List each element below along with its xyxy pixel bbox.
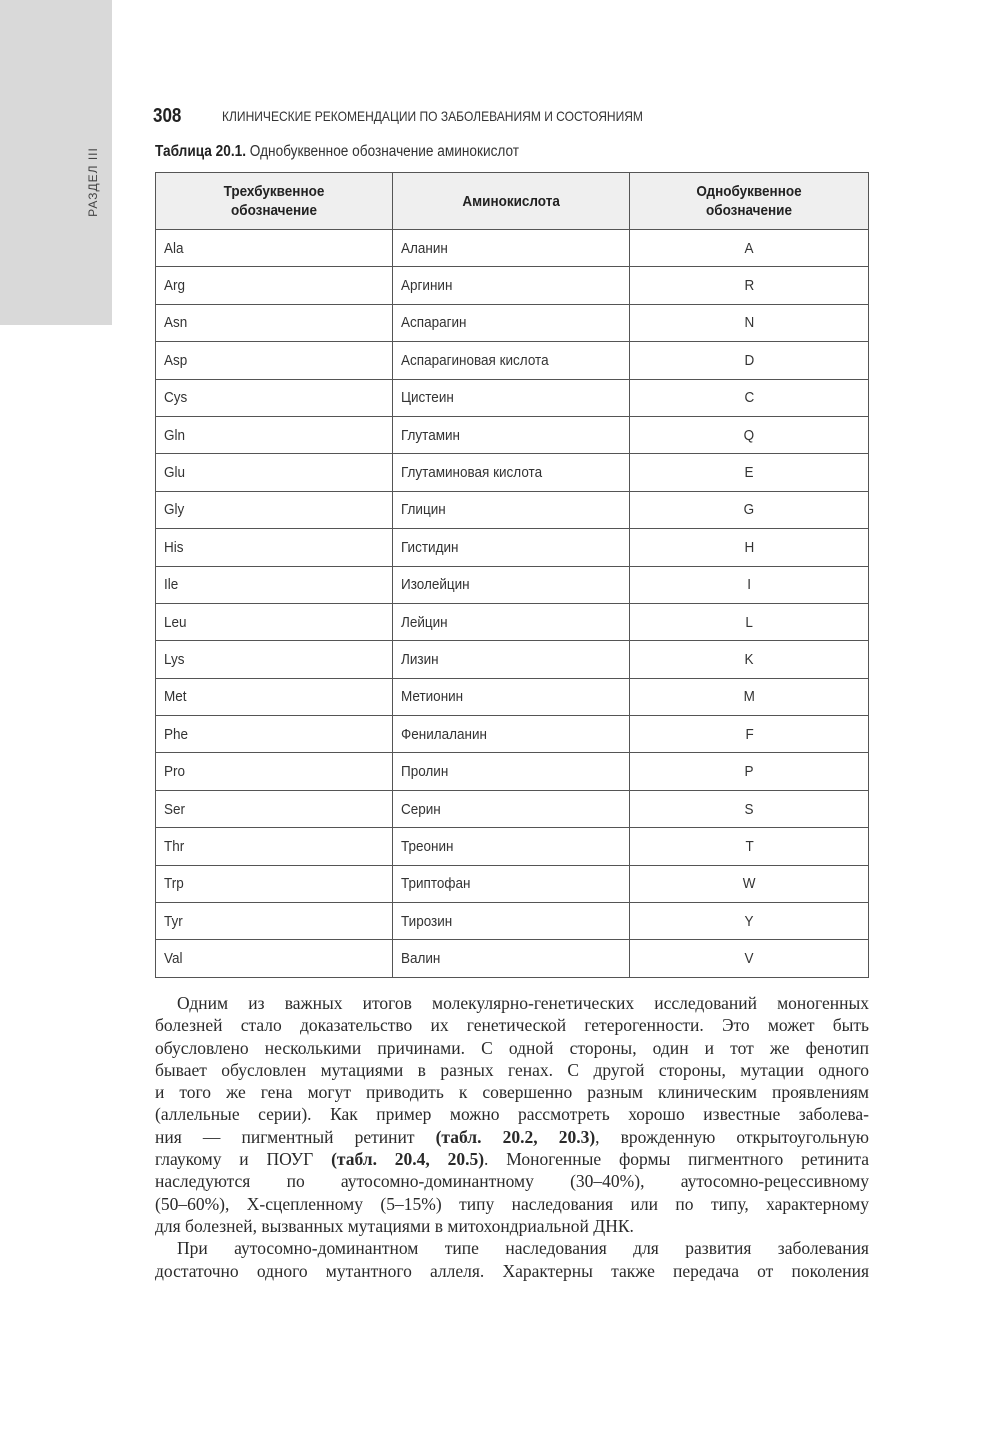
table-row bbox=[156, 379, 869, 416]
body-text bbox=[155, 992, 869, 1282]
text-segment: обусловлено несколькими причинами. С одной стороны, один и тот же фенотип bbox=[155, 1037, 869, 1058]
amino-acid-name: Аспарагин bbox=[400, 314, 467, 332]
text-segment: и того же гена могут приводить к совершенно разным клиническим проявлениям bbox=[155, 1082, 869, 1103]
amino-acid-name: Глицин bbox=[400, 501, 446, 519]
one-letter-code: E bbox=[744, 464, 754, 482]
table-row bbox=[156, 454, 869, 491]
one-letter-code-cell bbox=[630, 828, 869, 865]
header-one-letter bbox=[630, 173, 869, 230]
amino-acid-name: Аспарагиновая кислота bbox=[400, 351, 549, 369]
three-letter-code-cell bbox=[156, 267, 393, 304]
text-line bbox=[155, 1103, 869, 1125]
three-letter-code: Pro bbox=[164, 763, 186, 781]
three-letter-code-cell bbox=[156, 940, 393, 977]
amino-acid-name-cell bbox=[392, 641, 630, 678]
table-row bbox=[156, 230, 869, 267]
amino-acid-name: Треонин bbox=[400, 837, 454, 855]
text-line bbox=[155, 1170, 869, 1192]
three-letter-code: Glu bbox=[164, 464, 186, 482]
amino-acid-name-cell bbox=[392, 828, 630, 865]
table-row bbox=[156, 903, 869, 940]
three-letter-code: Leu bbox=[164, 613, 187, 631]
one-letter-code: A bbox=[744, 239, 754, 257]
three-letter-code-cell bbox=[156, 753, 393, 790]
table-row bbox=[156, 716, 869, 753]
three-letter-code: Ser bbox=[164, 800, 186, 818]
one-letter-code-cell bbox=[630, 529, 869, 566]
amino-acid-name-cell bbox=[392, 379, 630, 416]
one-letter-code-cell bbox=[630, 491, 869, 528]
one-letter-code: Y bbox=[744, 912, 754, 930]
table-caption bbox=[155, 143, 519, 161]
three-letter-code-cell bbox=[156, 491, 393, 528]
one-letter-code: G bbox=[743, 501, 755, 519]
text-segment: . Моногенные формы пигментного ретинита bbox=[484, 1149, 869, 1170]
three-letter-code-cell bbox=[156, 903, 393, 940]
one-letter-code: W bbox=[742, 875, 756, 893]
one-letter-code: H bbox=[744, 538, 755, 556]
one-letter-code: N bbox=[744, 314, 755, 332]
header-amino-acid bbox=[392, 173, 630, 230]
amino-acid-name-cell bbox=[392, 416, 630, 453]
three-letter-code: Ala bbox=[164, 239, 184, 257]
table-row bbox=[156, 529, 869, 566]
text-line bbox=[155, 1059, 869, 1081]
three-letter-code-cell bbox=[156, 828, 393, 865]
paragraph bbox=[155, 1237, 869, 1282]
one-letter-code-cell bbox=[630, 304, 869, 341]
one-letter-code: P bbox=[744, 763, 754, 781]
running-title: КЛИНИЧЕСКИЕ РЕКОМЕНДАЦИИ ПО ЗАБОЛЕВАНИЯМ И СОСТОЯНИЯМ bbox=[222, 108, 643, 124]
one-letter-code: Q bbox=[743, 426, 755, 444]
three-letter-code: Tyr bbox=[164, 912, 183, 930]
amino-acid-name-cell bbox=[392, 491, 630, 528]
one-letter-code: M bbox=[743, 688, 755, 706]
three-letter-code-cell bbox=[156, 454, 393, 491]
one-letter-code-cell bbox=[630, 753, 869, 790]
table-row bbox=[156, 678, 869, 715]
one-letter-code: F bbox=[745, 725, 754, 743]
one-letter-code-cell bbox=[630, 865, 869, 902]
three-letter-code: His bbox=[164, 538, 184, 556]
page-number: 308 bbox=[153, 105, 182, 127]
text-segment: ния — пигментный ретинит bbox=[155, 1126, 436, 1147]
three-letter-code: Gly bbox=[164, 501, 185, 519]
three-letter-code-cell bbox=[156, 641, 393, 678]
table-row bbox=[156, 603, 869, 640]
three-letter-code-cell bbox=[156, 416, 393, 453]
amino-acid-name-cell bbox=[392, 940, 630, 977]
one-letter-code-cell bbox=[630, 940, 869, 977]
amino-acid-name: Лизин bbox=[400, 650, 439, 668]
text-line bbox=[155, 1037, 869, 1059]
one-letter-code-cell bbox=[630, 416, 869, 453]
text-line bbox=[155, 1193, 869, 1215]
three-letter-code: Gln bbox=[164, 426, 186, 444]
table-row bbox=[156, 267, 869, 304]
amino-acid-name: Гистидин bbox=[400, 538, 459, 556]
amino-acid-name: Изолейцин bbox=[400, 576, 470, 594]
text-segment: (50–60%), Х-сцепленному (5–15%) типу наследования или по типу, характерному bbox=[155, 1193, 869, 1214]
one-letter-code-cell bbox=[630, 790, 869, 827]
three-letter-code: Asp bbox=[164, 351, 188, 369]
three-letter-code: Met bbox=[164, 688, 187, 706]
one-letter-code: L bbox=[745, 613, 753, 631]
text-line bbox=[155, 1215, 869, 1237]
three-letter-code: Trp bbox=[164, 875, 184, 893]
header-three-letter bbox=[156, 173, 393, 230]
amino-acid-name-cell bbox=[392, 529, 630, 566]
table-row bbox=[156, 416, 869, 453]
amino-acid-name: Метионин bbox=[400, 688, 463, 706]
one-letter-code: R bbox=[744, 277, 755, 295]
text-segment: При аутосомно-доминантном типе наследования для развития заболевания bbox=[177, 1238, 869, 1259]
three-letter-code: Val bbox=[164, 950, 183, 968]
three-letter-code: Phe bbox=[164, 725, 189, 743]
text-segment: болезней стало доказательство их генетической гетерогенности. Это может быть bbox=[155, 1015, 869, 1036]
three-letter-code: Cys bbox=[164, 389, 188, 407]
one-letter-code-cell bbox=[630, 566, 869, 603]
amino-acid-name-cell bbox=[392, 790, 630, 827]
three-letter-code: Arg bbox=[164, 277, 186, 295]
text-segment: (аллельные серии). Как пример можно рассмотреть хорошо известные заболева- bbox=[155, 1104, 869, 1125]
text-segment: Одним из важных итогов молекулярно-генетических исследований моногенных bbox=[177, 993, 869, 1013]
text-segment: глаукому и ПОУГ bbox=[155, 1149, 332, 1170]
three-letter-code: Ile bbox=[164, 576, 179, 594]
table-row bbox=[156, 491, 869, 528]
amino-acid-name: Триптофан bbox=[400, 875, 471, 893]
amino-acid-name-cell bbox=[392, 342, 630, 379]
one-letter-code: D bbox=[744, 351, 755, 369]
text-segment: бывает обусловлен мутациями в разных генах. С другой стороны, мутации одного bbox=[155, 1059, 869, 1080]
three-letter-code-cell bbox=[156, 304, 393, 341]
three-letter-code-cell bbox=[156, 230, 393, 267]
one-letter-code-cell bbox=[630, 267, 869, 304]
three-letter-code-cell bbox=[156, 790, 393, 827]
table-row bbox=[156, 828, 869, 865]
amino-acid-name-cell bbox=[392, 865, 630, 902]
text-segment: наследуются по аутосомно-доминантному (30–40%), аутосомно-рецессивному bbox=[155, 1171, 869, 1192]
one-letter-code-cell bbox=[630, 903, 869, 940]
table-row bbox=[156, 641, 869, 678]
one-letter-code: V bbox=[744, 950, 754, 968]
amino-acid-name: Пролин bbox=[400, 763, 448, 781]
three-letter-code: Lys bbox=[164, 650, 185, 668]
table-row bbox=[156, 865, 869, 902]
table-header-row bbox=[156, 173, 869, 230]
table-row bbox=[156, 342, 869, 379]
three-letter-code-cell bbox=[156, 865, 393, 902]
amino-acid-name-cell bbox=[392, 230, 630, 267]
amino-acid-name: Аланин bbox=[400, 239, 448, 257]
one-letter-code-cell bbox=[630, 379, 869, 416]
amino-acid-name-cell bbox=[392, 716, 630, 753]
amino-acid-name: Лейцин bbox=[400, 613, 448, 631]
text-segment: достаточно одного мутантного аллеля. Характерны также передача от поколения bbox=[155, 1260, 869, 1281]
amino-acid-name-cell bbox=[392, 304, 630, 341]
amino-acid-name: Фенилаланин bbox=[400, 725, 487, 743]
amino-acid-name: Аргинин bbox=[400, 277, 453, 295]
text-segment: , врожденную открытоугольную bbox=[595, 1126, 869, 1147]
amino-acid-name: Валин bbox=[400, 950, 440, 968]
paragraph bbox=[155, 992, 869, 1237]
table-row bbox=[156, 940, 869, 977]
amino-acid-name-cell bbox=[392, 603, 630, 640]
amino-acid-name-cell bbox=[392, 678, 630, 715]
one-letter-code-cell bbox=[630, 678, 869, 715]
text-line bbox=[155, 1081, 869, 1103]
amino-acid-name: Глутамин bbox=[400, 426, 460, 444]
amino-acid-name-cell bbox=[392, 753, 630, 790]
amino-acid-name: Глутаминовая кислота bbox=[400, 464, 542, 482]
section-side-tab bbox=[0, 0, 112, 325]
text-line bbox=[155, 1014, 869, 1036]
text-line bbox=[155, 992, 869, 1014]
one-letter-code-cell bbox=[630, 342, 869, 379]
three-letter-code-cell bbox=[156, 379, 393, 416]
amino-acid-table bbox=[155, 172, 869, 978]
table-reference: (табл. 20.2, 20.3) bbox=[435, 1126, 596, 1147]
one-letter-code-cell bbox=[630, 716, 869, 753]
text-segment: для болезней, вызванных мутациями в митохондриальной ДНК. bbox=[155, 1215, 634, 1236]
table-row bbox=[156, 790, 869, 827]
amino-acid-name-cell bbox=[392, 903, 630, 940]
table-row bbox=[156, 566, 869, 603]
text-line bbox=[155, 1148, 869, 1170]
three-letter-code-cell bbox=[156, 342, 393, 379]
one-letter-code-cell bbox=[630, 641, 869, 678]
text-line bbox=[155, 1237, 869, 1259]
amino-acid-name: Тирозин bbox=[400, 912, 452, 930]
amino-acid-name-cell bbox=[392, 454, 630, 491]
text-line bbox=[155, 1260, 869, 1282]
three-letter-code-cell bbox=[156, 566, 393, 603]
one-letter-code-cell bbox=[630, 454, 869, 491]
three-letter-code-cell bbox=[156, 716, 393, 753]
one-letter-code: T bbox=[745, 837, 754, 855]
three-letter-code: Asn bbox=[164, 314, 188, 332]
table-caption-text: Однобуквенное обозначение аминокислот bbox=[245, 143, 520, 160]
header-text: Аминокислота bbox=[462, 192, 560, 210]
section-label: РАЗДЕЛ III bbox=[86, 147, 100, 217]
amino-acid-name: Цистеин bbox=[400, 389, 454, 407]
header-text: Трехбуквенное обозначение bbox=[223, 183, 325, 219]
amino-acid-name: Серин bbox=[400, 800, 441, 818]
table-caption-label: Таблица 20.1. bbox=[155, 143, 246, 160]
amino-acid-name-cell bbox=[392, 267, 630, 304]
one-letter-code: S bbox=[744, 800, 754, 818]
header-text: Однобуквенное обозначение bbox=[696, 183, 802, 219]
one-letter-code-cell bbox=[630, 230, 869, 267]
one-letter-code-cell bbox=[630, 603, 869, 640]
table-row bbox=[156, 304, 869, 341]
three-letter-code-cell bbox=[156, 603, 393, 640]
table-row bbox=[156, 753, 869, 790]
three-letter-code: Thr bbox=[164, 837, 185, 855]
three-letter-code-cell bbox=[156, 678, 393, 715]
one-letter-code: C bbox=[744, 389, 755, 407]
one-letter-code: I bbox=[747, 576, 752, 594]
one-letter-code: K bbox=[744, 650, 754, 668]
table-reference: (табл. 20.4, 20.5) bbox=[331, 1149, 485, 1170]
text-line bbox=[155, 1126, 869, 1148]
three-letter-code-cell bbox=[156, 529, 393, 566]
amino-acid-name-cell bbox=[392, 566, 630, 603]
